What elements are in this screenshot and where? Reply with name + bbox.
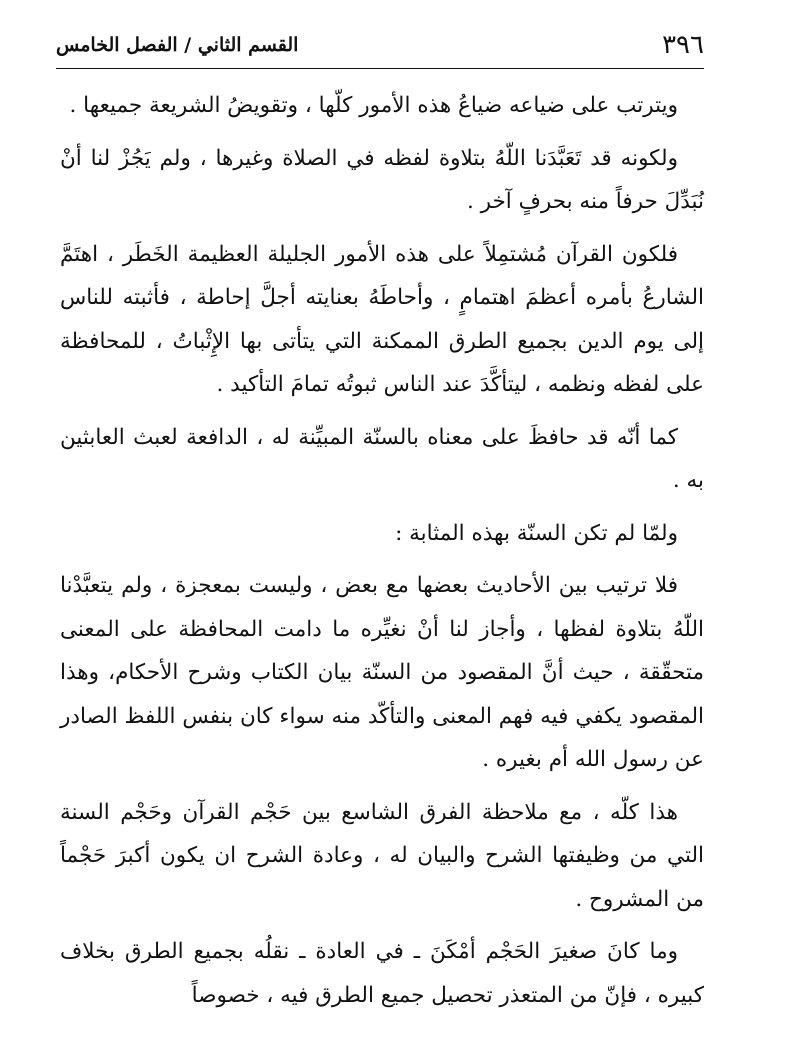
- paragraph-8: وما كانَ صغيرَ الحَجْم أمْكَنَ ـ في العادة ـ نقلُه بجميع الطرق بخلاف كبيره ، فإنّ من المتعذر تحصيل جميع الطرق فيه ، خصوصاً: [60, 939, 704, 1008]
- paragraph-2: ولكونه قد تَعَبَّدَنا اللّهُ بتلاوة لفظه في الصلاة وغيرها ، ولم يَجُزْ لنا أنْ نُبَدِّلَ حرفاً منه بحرفٍ آخر .: [60, 145, 704, 214]
- paragraph-4: كما أنّه قد حافظَ على معناه بالسنّة المبيِّنة له ، الدافعة لعبث العابثين به .: [60, 424, 704, 493]
- page-header: [56, 24, 704, 69]
- paragraph-5: ولمّا لم تكن السنّة بهذه المثابة :: [395, 520, 678, 546]
- paragraph-6: فلا ترتيب بين الأحاديث بعضها مع بعض ، وليست بمعجزة ، ولم يتعبَّدْنا اللّهُ بتلاوة لفظها ، وأجاز لنا أنْ نغيِّره ما دامت المحافظة على المعنى متحقّقة ، حيث أنَّ المقصود من السنّة بيان الكتاب وشرح الأحكام، وهذا المقصود يكفي فيه فهم المعنى والتأكّد منه سواء كان بنفس اللفظ الصادر عن رسول الله أم بغيره .: [60, 573, 704, 772]
- page-number: ٣٩٦: [662, 30, 704, 60]
- paragraph-3: فلكون القرآن مُشتمِلاً على هذه الأمور الجليلة العظيمة الخَطَر ، اهتَمَّ الشارعُ بأمره أعظمَ اهتمامٍ ، وأحاطَهُ بعنايته أجلَّ إحاطة ، فأثبته للناس إلى يوم الدين بجميع الطرق الممكنة التي يتأتى بها الإِثْباتُ ، للمحافظة على لفظه ونظمه ، ليتأكَّدَ عند الناس ثبوتُه تمامَ التأكيد .: [60, 241, 704, 397]
- page-body: [60, 84, 704, 1026]
- running-head: القسم الثاني / الفصل الخامس: [56, 34, 299, 56]
- paragraph-1: ويترتب على ضياعه ضياعُ هذه الأمور كلّها ، وتقويضُ الشريعة جميعها .: [69, 93, 678, 118]
- paragraph-7: هذا كلّه ، مع ملاحظة الفرق الشاسع بين حَجْم القرآن وحَجْم السنة التي من وظيفتها الشرح والبيان له ، وعادة الشرح ان يكون أكبرَ حَجْماً من المشروح .: [60, 799, 704, 912]
